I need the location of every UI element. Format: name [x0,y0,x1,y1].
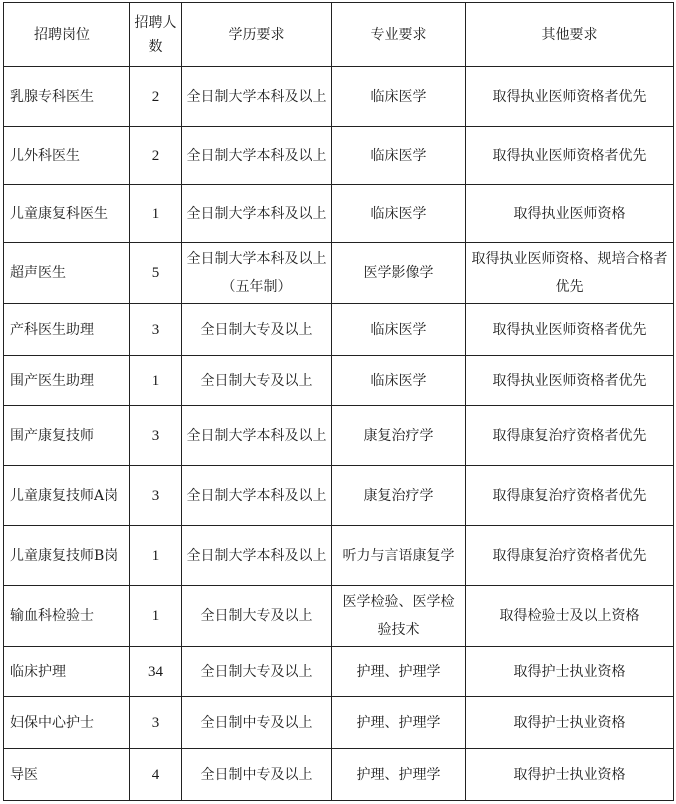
table-row [4,185,674,243]
cell-position: 儿外科医生 [4,127,130,185]
cell-count: 3 [130,466,182,526]
cell-position: 围产医生助理 [4,356,130,406]
cell-education: 全日制中专及以上 [182,697,332,749]
cell-education: 全日制大专及以上 [182,586,332,647]
cell-position: 儿童康复技师A岗 [4,466,130,526]
cell-major: 康复治疗学 [332,466,466,526]
cell-position: 妇保中心护士 [4,697,130,749]
table-row [4,243,674,304]
header-education: 学历要求 [182,3,332,67]
table-row [4,647,674,697]
cell-major: 听力与言语康复学 [332,526,466,586]
table-row [4,127,674,185]
cell-other: 取得执业医师资格者优先 [466,356,674,406]
table-row [4,304,674,356]
table-row [4,749,674,801]
cell-major: 临床医学 [332,127,466,185]
cell-count: 3 [130,304,182,356]
cell-education: 全日制大学本科及以上 [182,67,332,127]
recruitment-table [3,2,674,801]
table-row [4,697,674,749]
cell-other: 取得康复治疗资格者优先 [466,406,674,466]
cell-major: 医学影像学 [332,243,466,304]
header-position: 招聘岗位 [4,3,130,67]
recruitment-table-wrapper [3,2,674,801]
cell-education: 全日制大专及以上 [182,304,332,356]
cell-position: 导医 [4,749,130,801]
cell-position: 乳腺专科医生 [4,67,130,127]
table-row [4,586,674,647]
cell-position: 临床护理 [4,647,130,697]
cell-count: 5 [130,243,182,304]
cell-major: 临床医学 [332,185,466,243]
cell-count: 1 [130,526,182,586]
cell-major: 护理、护理学 [332,647,466,697]
cell-other: 取得执业医师资格、规培合格者优先 [466,243,674,304]
cell-count: 3 [130,406,182,466]
cell-education: 全日制大学本科及以上 [182,185,332,243]
cell-count: 1 [130,356,182,406]
cell-position: 超声医生 [4,243,130,304]
cell-major: 临床医学 [332,356,466,406]
cell-position: 儿童康复科医生 [4,185,130,243]
cell-education: 全日制大学本科及以上 [182,406,332,466]
cell-position: 儿童康复技师B岗 [4,526,130,586]
cell-education: 全日制大专及以上 [182,647,332,697]
cell-education: 全日制大学本科及以上 [182,526,332,586]
cell-count: 3 [130,697,182,749]
cell-count: 1 [130,586,182,647]
cell-other: 取得执业医师资格者优先 [466,67,674,127]
cell-other: 取得检验士及以上资格 [466,586,674,647]
cell-other: 取得护士执业资格 [466,697,674,749]
table-header-row [4,3,674,67]
header-other: 其他要求 [466,3,674,67]
cell-major: 护理、护理学 [332,697,466,749]
cell-major: 康复治疗学 [332,406,466,466]
cell-other: 取得执业医师资格 [466,185,674,243]
cell-other: 取得执业医师资格者优先 [466,304,674,356]
table-row [4,356,674,406]
cell-count: 1 [130,185,182,243]
cell-other: 取得执业医师资格者优先 [466,127,674,185]
header-major: 专业要求 [332,3,466,67]
cell-other: 取得康复治疗资格者优先 [466,466,674,526]
cell-major: 临床医学 [332,304,466,356]
cell-position: 输血科检验士 [4,586,130,647]
table-row [4,406,674,466]
cell-count: 34 [130,647,182,697]
cell-other: 取得护士执业资格 [466,749,674,801]
cell-education: 全日制大学本科及以上（五年制） [182,243,332,304]
table-row [4,67,674,127]
cell-position: 产科医生助理 [4,304,130,356]
cell-count: 2 [130,127,182,185]
header-count: 招聘人数 [130,3,182,67]
cell-other: 取得康复治疗资格者优先 [466,526,674,586]
cell-position: 围产康复技师 [4,406,130,466]
cell-education: 全日制大学本科及以上 [182,127,332,185]
table-row [4,526,674,586]
cell-education: 全日制大专及以上 [182,356,332,406]
cell-count: 2 [130,67,182,127]
cell-education: 全日制中专及以上 [182,749,332,801]
cell-major: 临床医学 [332,67,466,127]
cell-other: 取得护士执业资格 [466,647,674,697]
cell-count: 4 [130,749,182,801]
cell-education: 全日制大学本科及以上 [182,466,332,526]
table-row [4,466,674,526]
cell-major: 护理、护理学 [332,749,466,801]
table-body [4,67,674,801]
cell-major: 医学检验、医学检验技术 [332,586,466,647]
